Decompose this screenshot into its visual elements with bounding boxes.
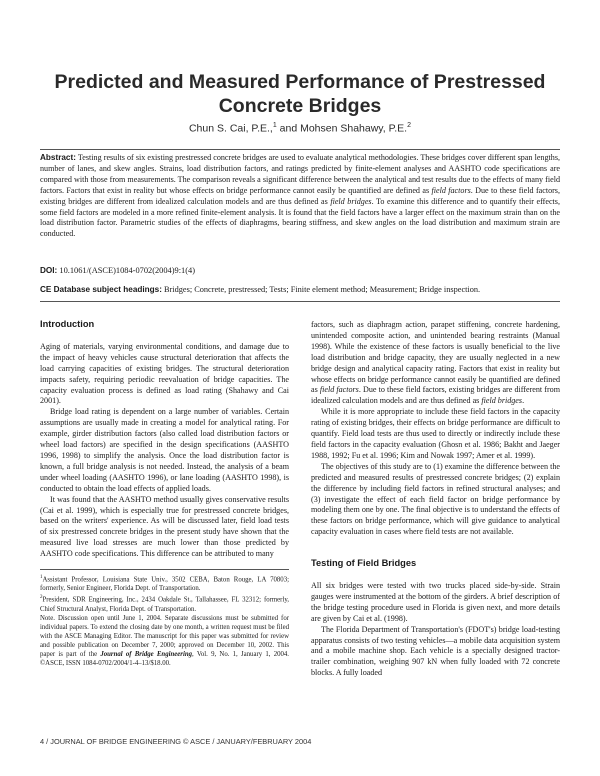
- author-line: [40, 122, 560, 135]
- abstract-term-field-factors: field factors: [431, 185, 471, 195]
- right-p1-text-c: .: [522, 396, 525, 406]
- intro-paragraph-1: Aging of materials, varying environmental conditions, and damage due to the impact of heavy vehicles cause structural deterioration that affects the load carrying capacities of existing bridges. The structural deterioration impacts safety, requiring periodic reevaluation of bridge capacities. The capacity evaluation process is defined as load rating (Shahawy and Cai 2001).: [40, 341, 289, 406]
- right-paragraph-2: While it is more appropriate to include these field factors in the capacity rating of existing bridges, their effects on bridge performance are difficult to quantify. Field load tests are thus used to directly or indirectly include these field factors in the capacity evaluation (Ghosn et al. 1986; Bakht and Jaeger 1988, 1992; Fu et al. 1996; Kim and Nowak 1997; Amer et al. 1999).: [311, 407, 560, 460]
- publication-note: [40, 614, 289, 668]
- footnote-2-text: President, SDR Engineering, Inc., 2434 Oakdale St., Tallahassee, FL 32312; formerly, Chief Structural Analyst, Florida Dept. of Transportation.: [40, 596, 289, 613]
- note-text-b: , Vol. 9, No. 1, January 1, 2004. ©ASCE, ISSN 1084-0702/2004/1-4–13/$18.00.: [40, 650, 289, 667]
- abstract-text-c: . To examine this difference and to quantify their effects, some field factors are modeled in a more refined finite-element analysis. It is found that the field factors have a larger effect on the maximum strain than on the load distribution factor. Parametric studies of the effects of diaphragms, bearing stiffness, and skew angles on the load distribution and maximum strain are conducted.: [40, 196, 560, 239]
- author-second: Mohsen Shahawy, P.E.: [300, 122, 408, 135]
- subject-headings: [40, 285, 560, 294]
- doi-value[interactable]: 10.1061/(ASCE)1084-0702(2004)9:1(4): [57, 266, 196, 275]
- subject-headings-value: Bridges; Concrete, prestressed; Tests; Finite element method; Measurement; Bridge inspection.: [161, 285, 481, 294]
- note-journal-name: Journal of Bridge Engineering: [100, 650, 193, 658]
- note-text-a: Note. Discussion open until June 1, 2004. Separate discussions must be submitted for individual papers. To extend the closing date by one month, a written request must be filed with the ASCE Managing Editor. The manuscript for this paper was submitted for review and possible publication on December 7, 2000; approved on December 10, 2002. This paper is part of the: [40, 614, 289, 658]
- footnote-1-mark: 1: [40, 575, 43, 581]
- intro-paragraph-3: It was found that the AASHTO method usually gives conservative results (Cai et al. 1999), which is especially true for prestressed concrete bridges, based on the writers' experience. As will be discussed later, field load tests of six prestressed concrete bridges in the present study have shown that the measured live load stresses are much lower than those predicted by AASHTO code specifications. This difference can be attributed to many: [40, 494, 289, 559]
- right-column: [311, 320, 560, 679]
- doi-label: DOI:: [40, 266, 58, 275]
- right-paragraph-3: The objectives of this study are to (1) examine the difference between the predicted and measured results of prestressed concrete bridges; (2) explain the difference by including field factors in refined structural analyses; and (3) investigate the effect of each field factor on bridge performance by modeling them one by one. The final objective is to understand the effects of these factors on bridge performance, which will give guidance to analytical capacity evaluation in cases where field tests are not available.: [311, 461, 560, 537]
- page-footer: 4 / JOURNAL OF BRIDGE ENGINEERING © ASCE / JANUARY/FEBRUARY 2004: [40, 737, 312, 746]
- left-column: [40, 311, 289, 668]
- footnote-2-mark: 2: [40, 595, 43, 601]
- doi-line: [40, 266, 195, 275]
- intro-paragraph-2: Bridge load rating is dependent on a large number of variables. Certain assumptions are usually made in creating a model for analytical rating. For example, girder distribution factors (also called load distribution factors or wheel load factors) are specified in the design specifications (AASHTO 1996, 1998) to simplify the analysis. Once the load distribution factor is known, a full bridge analysis is not needed. Instead, the analysis of a beam under wheel loading (AASHTO 1996), or lane loading (AASHTO 1998), is conducted to obtain the load effects of applied loads.: [40, 407, 289, 493]
- author-joiner: and: [276, 122, 301, 135]
- paper-title: Predicted and Measured Performance of Prestressed Concrete Bridges: [54, 71, 546, 117]
- abstract-label: Abstract:: [40, 153, 76, 162]
- right-p1-text-a: factors, such as diaphragm action, parapet stiffening, concrete hardening, unintended composite action, and unintended bearing restraints (Manual 1998). While the existence of these factors is usually beneficial to the live load distribution and bridge capacity, they are usually neglected in a new bridge design and analytical capacity rating. Factors that exist in reality but whose effects on bridge performance cannot easily be quantified are defined as: [311, 320, 560, 395]
- author-first: Chun S. Cai, P.E.,: [188, 122, 273, 135]
- footnote-1-text: Assistant Professor, Louisiana State Univ., 3502 CEBA, Baton Rouge, LA 70803; formerly, Senior Engineer, Florida Dept. of Transportation.: [40, 576, 289, 593]
- abstract: [40, 153, 560, 240]
- right-term-field-factors: field factors: [319, 385, 359, 395]
- testing-paragraph-1: All six bridges were tested with two trucks placed side-by-side. Strain gauges were instrumented at the bottom of the girders. A brief description of the bridge testing procedure used in Florida is given next, and more details are given by Cai et al. (1998).: [311, 581, 560, 623]
- footnote-rule: [40, 569, 289, 570]
- header-bottom-rule: [40, 301, 560, 302]
- footnote-1: [40, 573, 289, 593]
- right-paragraph-1: [311, 320, 560, 407]
- author-second-affil: 2: [407, 122, 412, 129]
- top-rule: [40, 149, 560, 150]
- author-first-affil: 1: [272, 122, 277, 129]
- footnote-2: [40, 593, 289, 613]
- section-heading-introduction: Introduction: [40, 319, 95, 329]
- abstract-text-a: Testing results of six existing prestressed concrete bridges are used to evaluate analytical methodologies. These bridges cover different span lengths, number of lanes, and skew angles. Strains, load distribution factors, and ratings predicted by finite-element analyses and AASHTO code specifications are compared with those from measurements. The comparison reveals a significant difference between the analytical and test results due to the effects of many field factors. Factors that exist in reality but whose effects on bridge performance cannot easily be quantified are defined as: [40, 153, 560, 195]
- right-term-field-bridges: field bridges: [481, 396, 523, 406]
- testing-paragraph-2: The Florida Department of Transportation's (FDOT's) bridge load-testing apparatus consists of two testing vehicles—a mobile data acquisition system and a mobile machine shop. Each vehicle is a specially designed tractor-trailer combination, weighing 907 kN when fully loaded with 72 concrete blocks. A fully loaded: [311, 624, 560, 678]
- abstract-term-field-bridges: field bridges: [330, 196, 372, 206]
- abstract-text-b: . Due to these field factors, existing bridges are different from idealized calculation models and are thus defined as: [40, 185, 560, 206]
- right-p1-text-b: . Due to these field factors, existing bridges are different from idealized calculation models and are thus defined as: [311, 385, 561, 406]
- section-heading-testing: Testing of Field Bridges: [311, 558, 417, 569]
- subject-headings-label: CE Database subject headings:: [40, 285, 162, 294]
